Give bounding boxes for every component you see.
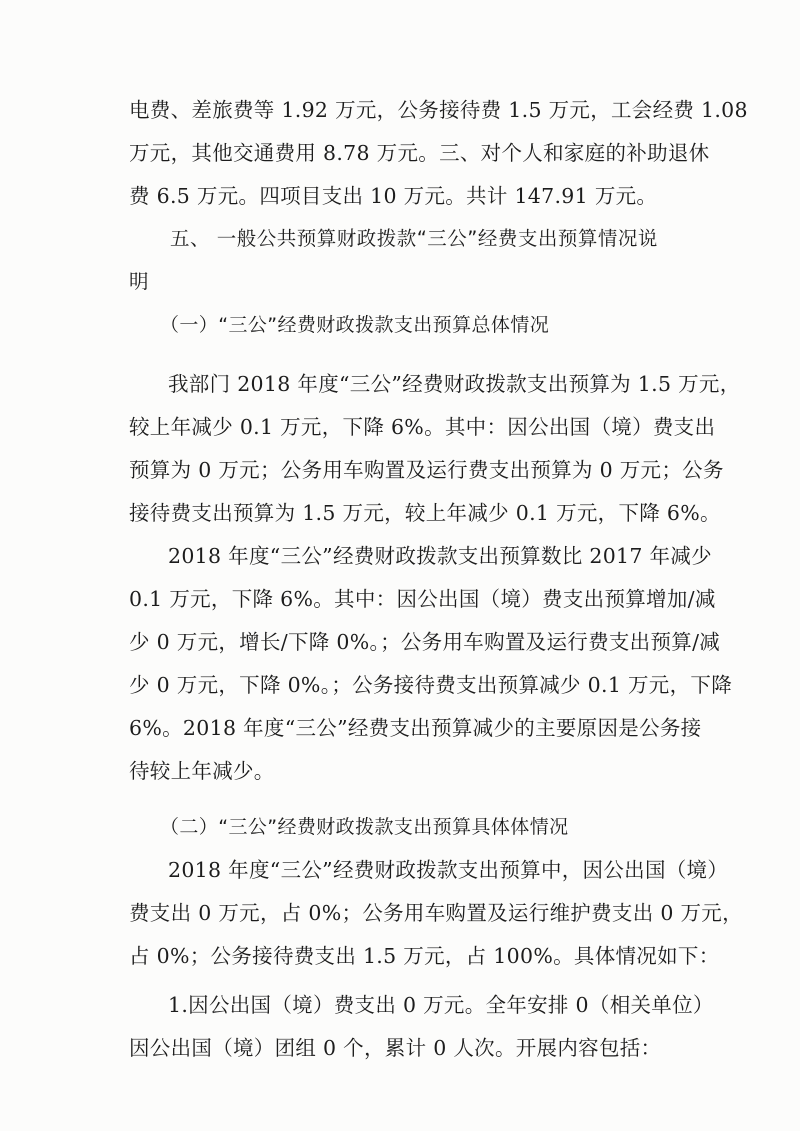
body-text-line: 万元，其他交通费用 8.78 万元。三、对个人和家庭的补助退休 [129, 141, 710, 165]
subsection-heading: （一）“三公”经费财政拨款支出预算总体情况 [160, 314, 550, 336]
body-text-line: 较上年减少 0.1 万元，下降 6%。其中：因公出国（境）费支出 [129, 415, 716, 439]
body-text-line: 1.因公出国（境）费支出 0 万元。全年安排 0（相关单位） [168, 993, 714, 1017]
body-text-line: 费 6.5 万元。四项目支出 10 万元。共计 147.91 万元。 [129, 184, 658, 208]
subsection-heading: （二）“三公”经费财政拨款支出预算具体体情况 [160, 816, 569, 838]
body-text-line: 占 0%；公务接待费支出 1.5 万元，占 100%。具体情况如下： [129, 944, 720, 968]
section-heading: 五、 一般公共预算财政拨款“三公”经费支出预算情况说 [170, 227, 658, 250]
body-text-line: 2018 年度“三公”经费财政拨款支出预算数比 2017 年减少 [168, 544, 712, 568]
body-text-line: 2018 年度“三公”经费财政拨款支出预算中，因公出国（境） [168, 858, 729, 882]
body-text-line: 费支出 0 万元，占 0%；公务用车购置及运行维护费支出 0 万元， [129, 901, 743, 925]
body-text-line: 待较上年减少。 [129, 759, 275, 783]
section-heading-continuation: 明 [129, 270, 150, 293]
body-text-line: 电费、差旅费等 1.92 万元，公务接待费 1.5 万元，工会经费 1.08 [129, 98, 748, 122]
body-text-line: 少 0 万元，增长/下降 0%。；公务用车购置及运行费支出预算/减 [129, 630, 721, 654]
body-text-line: 少 0 万元，下降 0%。；公务接待费支出预算减少 0.1 万元，下降 [129, 673, 732, 697]
body-text-line: 我部门 2018 年度“三公”经费财政拨款支出预算为 1.5 万元， [168, 372, 741, 396]
body-text-line: 接待费支出预算为 1.5 万元，较上年减少 0.1 万元，下降 6%。 [129, 501, 721, 525]
body-text-line: 预算为 0 万元；公务用车购置及运行费支出预算为 0 万元；公务 [129, 458, 724, 482]
body-text-line: 因公出国（境）团组 0 个，累计 0 人次。开展内容包括： [129, 1036, 662, 1060]
body-text-line: 6%。2018 年度“三公”经费支出预算减少的主要原因是公务接 [129, 716, 702, 740]
body-text-line: 0.1 万元，下降 6%。其中：因公出国（境）费支出预算增加/减 [129, 587, 716, 611]
